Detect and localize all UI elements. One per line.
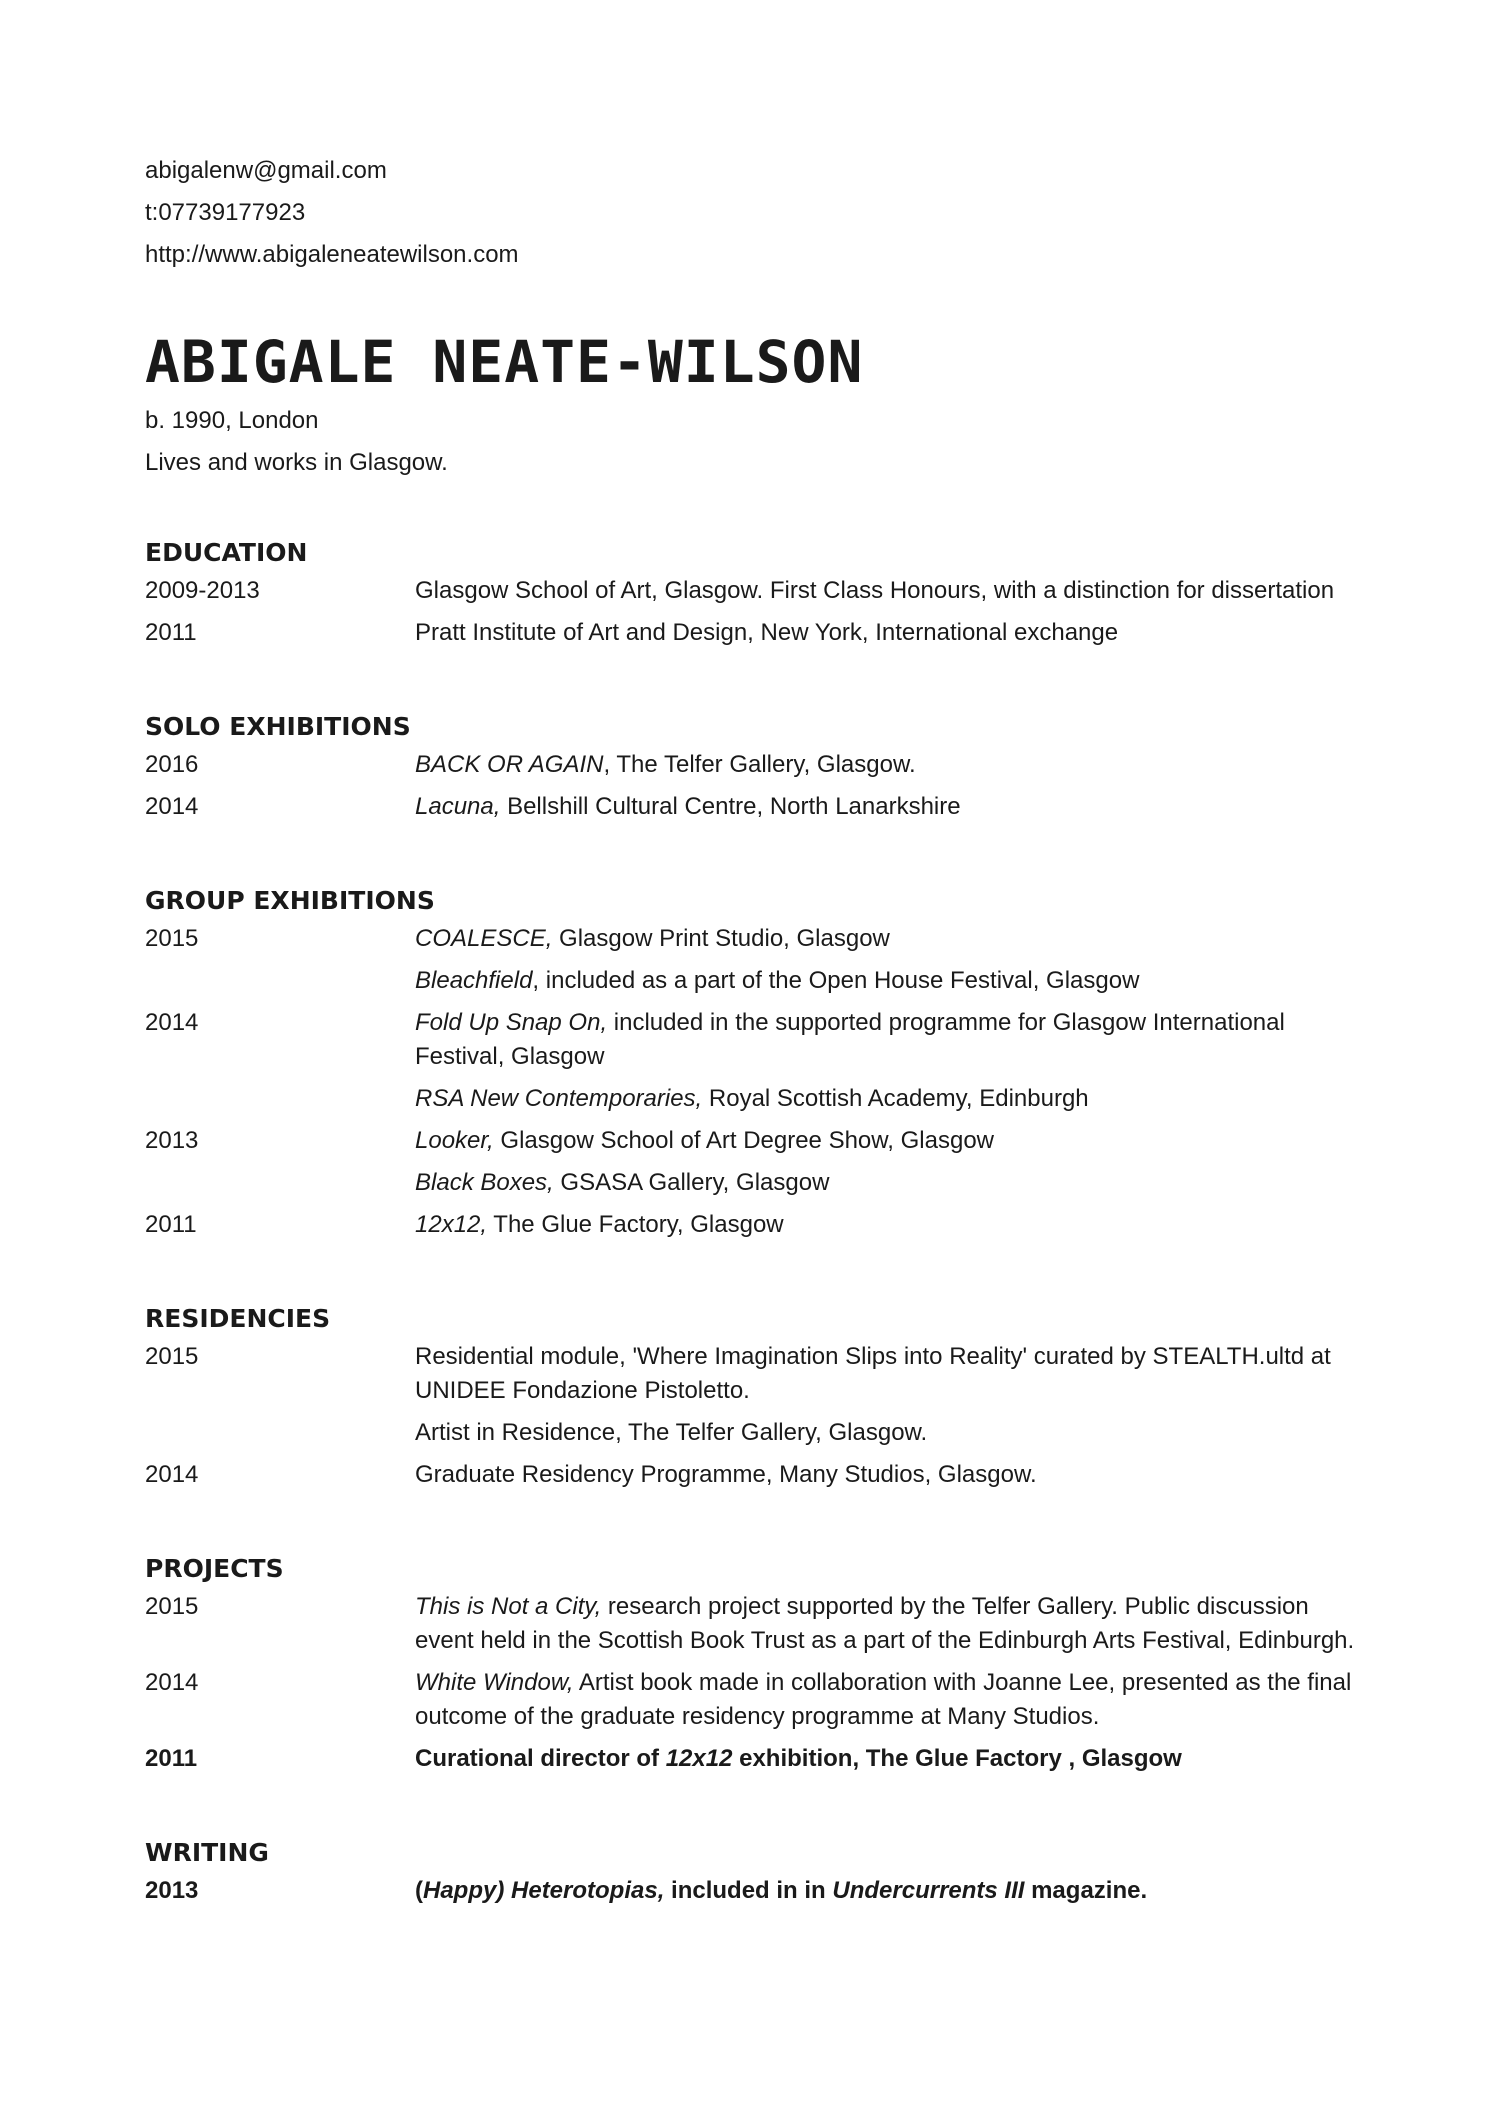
row-year: 2015 [145, 925, 199, 952]
birth-info: b. 1990, London [145, 407, 319, 434]
work-title: BACK OR AGAIN [415, 751, 604, 778]
cv-row [145, 1006, 1365, 1082]
solo-exhibitions-section [145, 706, 1365, 832]
artist-name: ABIGALE NEATE-WILSON [145, 328, 864, 396]
row-year: 2015 [145, 1343, 199, 1370]
residencies-section [145, 1298, 1365, 1500]
phone: t:07739177923 [145, 199, 306, 226]
row-desc [415, 1208, 1365, 1242]
row-desc [415, 1874, 1365, 1908]
cv-row [145, 790, 1365, 832]
row-year: 2014 [145, 1669, 199, 1696]
row-year: 2011 [145, 619, 197, 646]
row-text: The Glue Factory, Glasgow [487, 1211, 784, 1238]
row-desc [415, 748, 1365, 782]
work-title: Black Boxes, [415, 1169, 554, 1196]
row-desc [415, 1166, 1365, 1200]
row-text: magazine. [1024, 1877, 1148, 1904]
row-year [145, 1416, 415, 1450]
cv-row [145, 1124, 1365, 1166]
section-title: GROUP EXHIBITIONS [145, 886, 435, 915]
contact-block [145, 150, 1365, 276]
section-title: PROJECTS [145, 1554, 284, 1583]
row-desc [415, 1124, 1365, 1158]
row-mid: included in in [664, 1877, 833, 1904]
cv-row [145, 964, 1365, 1006]
row-text: included in the supported programme for Glasgow International Festival, Glasgow [415, 1009, 1285, 1070]
row-desc [415, 922, 1365, 956]
work-title: This is Not a City, [415, 1593, 602, 1620]
group-exhibitions-section [145, 880, 1365, 1250]
row-text: Artist book made in collaboration with Joanne Lee, presented as the final outcome of the graduate residency programme at Many Studios. [415, 1669, 1352, 1730]
row-year [145, 1166, 415, 1200]
row-text: Graduate Residency Programme, Many Studios, Glasgow. [415, 1461, 1037, 1488]
cv-row [145, 1590, 1365, 1666]
cv-row [145, 1416, 1365, 1458]
row-text: GSASA Gallery, Glasgow [553, 1169, 830, 1196]
row-year: 2014 [145, 1009, 199, 1036]
cv-row [145, 1742, 1365, 1784]
row-year: 2013 [145, 1127, 199, 1154]
row-text: Bellshill Cultural Centre, North Lanarkshire [500, 793, 961, 820]
cv-row [145, 748, 1365, 790]
cv-row [145, 1458, 1365, 1500]
bio-block [145, 400, 1365, 484]
cv-row [145, 1208, 1365, 1250]
work-title: RSA New Contemporaries, [415, 1085, 703, 1112]
cv-row [145, 1166, 1365, 1208]
row-text: , included as a part of the Open House Festival, Glasgow [532, 967, 1140, 994]
row-year: 2011 [145, 1745, 198, 1772]
email[interactable]: abigalenw@gmail.com [145, 157, 387, 184]
work-title: 12x12, [415, 1211, 488, 1238]
section-title: RESIDENCIES [145, 1304, 331, 1333]
row-year: 2015 [145, 1593, 199, 1620]
row-desc [415, 1006, 1365, 1074]
cv-row [145, 1874, 1365, 1916]
row-text: , The Telfer Gallery, Glasgow. [603, 751, 916, 778]
row-year: 2013 [145, 1877, 199, 1904]
row-text: Glasgow School of Art Degree Show, Glasgow [493, 1127, 994, 1154]
projects-section [145, 1548, 1365, 1784]
row-year [145, 964, 415, 998]
row-desc [415, 964, 1365, 998]
cv-row [145, 574, 1365, 616]
row-text: Glasgow School of Art, Glasgow. First Class Honours, with a distinction for dissertation [415, 577, 1335, 604]
row-year: 2014 [145, 793, 199, 820]
publication-title: Undercurrents III [832, 1877, 1025, 1904]
cv-row [145, 616, 1365, 658]
work-title: Happy) Heterotopias, [423, 1877, 665, 1904]
work-title: 12x12 [665, 1745, 733, 1772]
row-text: Pratt Institute of Art and Design, New York, International exchange [415, 619, 1119, 646]
row-year: 2016 [145, 751, 199, 778]
cv-page [145, 150, 1365, 1916]
cv-row [145, 1666, 1365, 1742]
row-desc [415, 1666, 1365, 1734]
section-title: SOLO EXHIBITIONS [145, 712, 411, 741]
work-title: Bleachfield [415, 967, 533, 994]
row-year: 2011 [145, 1211, 197, 1238]
writing-section [145, 1832, 1365, 1916]
row-desc [415, 1742, 1365, 1776]
row-desc [415, 790, 1365, 824]
row-desc [415, 1082, 1365, 1116]
row-text: Glasgow Print Studio, Glasgow [552, 925, 890, 952]
cv-row [145, 1082, 1365, 1124]
row-text: Residential module, 'Where Imagination Slips into Reality' curated by STEALTH.ultd at UNIDEE Fondazione Pistoletto. [415, 1343, 1331, 1404]
education-section [145, 532, 1365, 658]
row-text: Artist in Residence, The Telfer Gallery, Glasgow. [415, 1419, 928, 1446]
row-year: 2014 [145, 1461, 199, 1488]
row-desc [415, 1590, 1365, 1658]
row-text: Royal Scottish Academy, Edinburgh [702, 1085, 1089, 1112]
cv-row [145, 1340, 1365, 1416]
row-text: research project supported by the Telfer Gallery. Public discussion event held in the Scottish Book Trust as a part of the Edinburgh Arts Festival, Edinburgh. [415, 1593, 1355, 1654]
work-title: Fold Up Snap On, [415, 1009, 608, 1036]
work-title: Looker, [415, 1127, 494, 1154]
website[interactable]: http://www.abigaleneatewilson.com [145, 241, 519, 268]
row-pre: Curational director of [415, 1745, 666, 1772]
work-title: Lacuna, [415, 793, 501, 820]
section-title: EDUCATION [145, 538, 308, 567]
location-info: Lives and works in Glasgow. [145, 449, 448, 476]
row-text: exhibition, The Glue Factory , Glasgow [732, 1745, 1182, 1772]
cv-row [145, 922, 1365, 964]
work-title: White Window, [415, 1669, 574, 1696]
row-pre: ( [415, 1877, 423, 1904]
row-year [145, 1082, 415, 1116]
work-title: COALESCE, [415, 925, 553, 952]
row-year: 2009-2013 [145, 577, 260, 604]
section-title: WRITING [145, 1838, 269, 1867]
